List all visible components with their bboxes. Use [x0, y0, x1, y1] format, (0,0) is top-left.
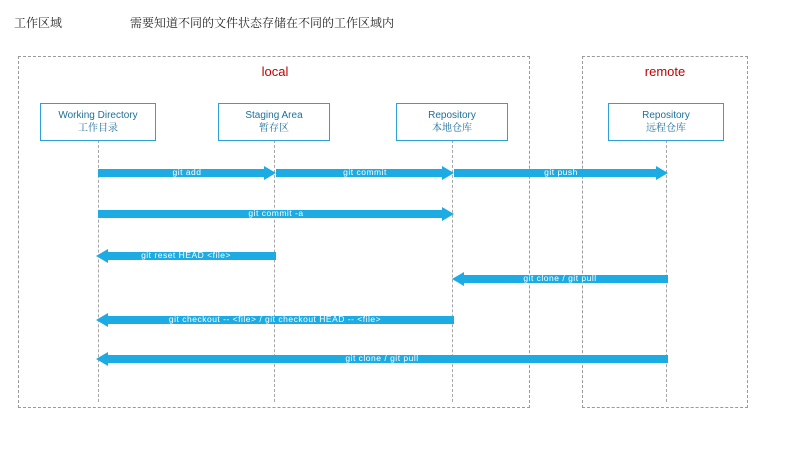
region-label-local: local — [261, 64, 289, 79]
arrow-git-commit-label: git commit — [343, 167, 387, 177]
node-remote-repository-line2: 远程仓库 — [646, 123, 686, 134]
arrow-git-clone-pull-full-label: git clone / git pull — [345, 353, 419, 363]
arrow-git-add — [98, 166, 276, 180]
node-staging-area — [218, 103, 330, 141]
page-title: 工作区域 — [14, 16, 63, 30]
page-subtitle: 需要知道不同的文件状态存储在不同的工作区域内 — [130, 16, 395, 30]
node-local-repository-line1: Repository — [428, 110, 476, 121]
arrow-git-clone-pull-remote — [452, 272, 668, 286]
arrow-git-push-label: git push — [544, 167, 578, 177]
node-remote-repository — [608, 103, 724, 141]
arrow-git-commit-a-label: git commit -a — [248, 208, 304, 218]
arrow-git-add-label: git add — [172, 167, 202, 177]
arrow-git-checkout-label: git checkout -- <file> / git checkout HEAD -- <file> — [168, 314, 382, 324]
node-working-directory-line1: Working Directory — [58, 110, 138, 121]
arrow-git-push — [454, 166, 668, 180]
node-staging-area-line1: Staging Area — [245, 110, 303, 121]
arrow-git-checkout — [96, 313, 454, 327]
node-staging-area-line2: 暂存区 — [259, 123, 289, 134]
region-label-remote: remote — [644, 64, 686, 79]
arrow-git-commit — [276, 166, 454, 180]
node-local-repository — [396, 103, 508, 141]
node-remote-repository-line1: Repository — [642, 110, 690, 121]
node-working-directory — [40, 103, 156, 141]
arrow-git-clone-pull-full — [96, 352, 668, 366]
arrow-git-reset-head — [96, 249, 276, 263]
node-local-repository-line2: 本地仓库 — [432, 123, 472, 134]
arrow-git-commit-a — [98, 207, 454, 221]
node-working-directory-line2: 工作目录 — [78, 123, 118, 134]
arrow-git-reset-head-label: git reset HEAD <file> — [141, 250, 231, 260]
arrow-git-clone-pull-remote-label: git clone / git pull — [523, 273, 597, 283]
title-row — [0, 10, 800, 36]
